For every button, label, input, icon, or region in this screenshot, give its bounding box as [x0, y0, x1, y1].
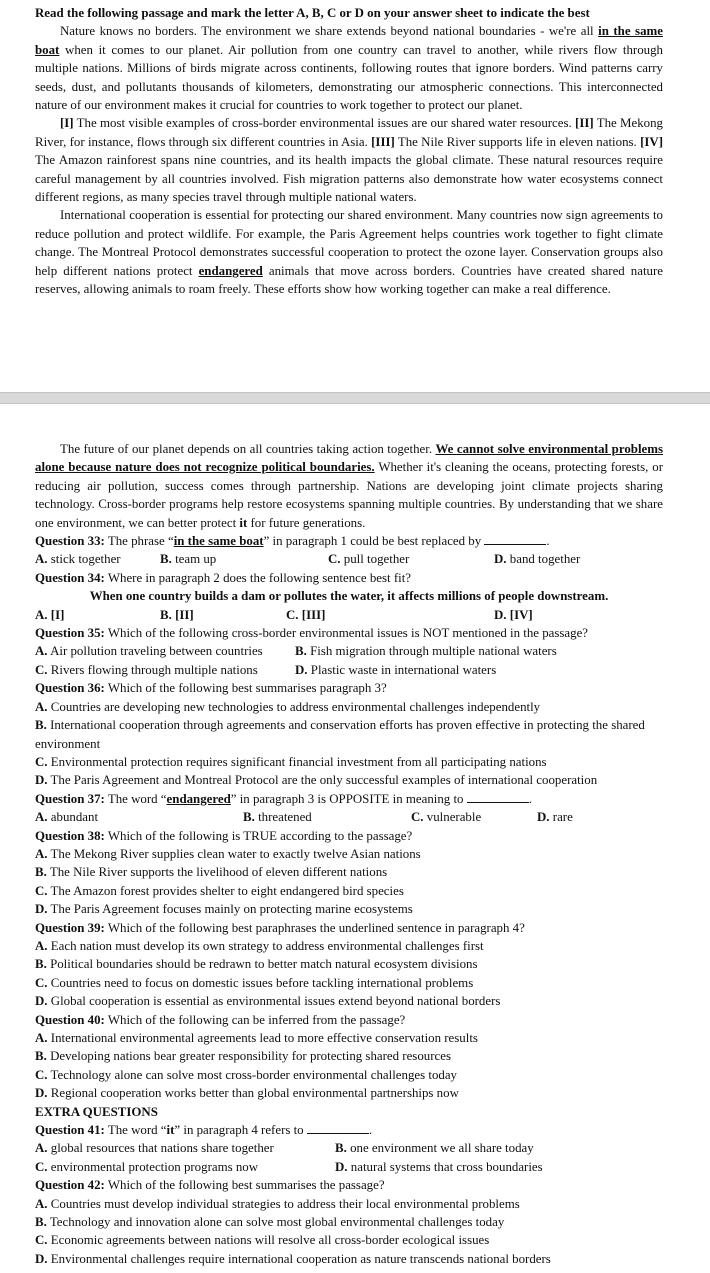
option[interactable]: D. band together — [494, 552, 581, 567]
answer-blank — [484, 533, 546, 545]
option[interactable]: D. rare — [537, 810, 573, 825]
option[interactable]: B. threatened — [243, 810, 312, 825]
options-41-ab — [35, 1139, 663, 1157]
answer-blank — [467, 791, 529, 803]
options-37 — [35, 808, 663, 826]
option[interactable]: C. environmental protection programs now — [35, 1159, 259, 1174]
passage-part-1 — [35, 4, 663, 299]
insert-sentence: When one country builds a dam or pollutes the water, it affects millions of people downstream. — [89, 589, 609, 604]
option[interactable]: D. Environmental challenges require international cooperation as nature transcends national borders — [35, 1251, 551, 1266]
option[interactable]: D. Global cooperation is essential as environmental issues extend beyond national borders — [35, 994, 501, 1009]
option[interactable]: B. Technology and innovation alone can solve most global environmental challenges today — [35, 1215, 505, 1230]
option[interactable]: A. Air pollution traveling between countries — [35, 644, 263, 659]
extra-heading: EXTRA QUESTIONS — [35, 1104, 158, 1119]
question-35: Question 35: Which of the following cross-border environmental issues is NOT mentioned in the passage? — [35, 626, 589, 641]
option[interactable]: B. [II] — [160, 607, 194, 622]
question-33: Question 33: The phrase “in the same boat” in paragraph 1 could be best replaced by . — [35, 534, 550, 549]
page-2 — [0, 404, 710, 1273]
option[interactable]: A. The Mekong River supplies clean water to exactly twelve Asian nations — [35, 846, 421, 861]
passage-part-2 — [35, 440, 663, 1268]
option[interactable]: C. Technology alone can solve most cross-border environmental challenges today — [35, 1067, 458, 1082]
options-34 — [35, 606, 663, 624]
option[interactable]: A. Countries must develop individual strategies to address their local environmental problems — [35, 1196, 520, 1211]
question-42: Question 42: Which of the following best summarises the passage? — [35, 1178, 385, 1193]
page-1 — [0, 0, 710, 392]
option[interactable]: B. International cooperation through agreements and conservation efforts has proven effective in protecting the shared environment — [35, 718, 645, 751]
paragraph-4: The future of our planet depends on all countries taking action together. We cannot solve environmental problems alone because nature does not recognize political boundaries. Whether it's cleaning the oceans, protecting forests, or reducing air pollution, success comes through partnership. Nations are developing joint climate projects sharing technology. Cross-border programs help restore ecosystems spanning multiple countries. By understanding that we share one environment, we can better protect it for future generations. — [35, 442, 663, 530]
option[interactable]: A. [I] — [35, 607, 65, 622]
question-37: Question 37: The word “endangered” in paragraph 3 is OPPOSITE in meaning to . — [35, 791, 532, 806]
underlined-phrase: in the same boat — [35, 24, 663, 57]
option[interactable]: C. Rivers flowing through multiple nations — [35, 662, 258, 677]
answer-blank — [307, 1122, 369, 1134]
option[interactable]: C. The Amazon forest provides shelter to eight endangered bird species — [35, 883, 404, 898]
option[interactable]: D. [IV] — [494, 607, 533, 622]
options-41-cd — [35, 1158, 663, 1176]
option[interactable]: B. Political boundaries should be redrawn to better match natural ecosystem divisions — [35, 957, 478, 972]
option[interactable]: C. pull together — [328, 552, 410, 567]
question-41: Question 41: The word “it” in paragraph 4 refers to . — [35, 1123, 373, 1138]
option[interactable]: A. International environmental agreements lead to more effective conservation results — [35, 1031, 478, 1045]
option[interactable]: C. Economic agreements between nations will resolve all cross-border ecological issues — [35, 1233, 490, 1248]
paragraph-3: International cooperation is essential for protecting our shared environment. Many countries now sign agreements to reduce pollution and protect wildlife. For example, the Paris Agreement helps countries work together to fight climate change. The Montreal Protocol demonstrates successful cooperation to protect the ozone layer. Conservation groups also help different nations protect endangered animals that move across borders. Countries have created shared nature reserves, allowing animals to roam freely. These efforts show how working together can make a real difference. — [35, 208, 663, 297]
paragraph-1: Nature knows no borders. The environment we share extends beyond national boundaries - we're all in the same boat when it comes to our planet. Air pollution from one country can travel to another, while rivers flow through multiple nations. Millions of birds migrate across continents, following routes that ignore borders. Wind patterns carry seeds, dust, and pollutants thousands of kilometers, demonstrating our atmospheric connections. This interconnected nature of our environment makes it crucial for countries to work together to protect our planet. — [35, 24, 663, 113]
question-38: Question 38: Which of the following is TRUE according to the passage? — [35, 828, 413, 843]
option[interactable]: A. Each nation must develop its own strategy to address environmental challenges first — [35, 938, 484, 953]
option[interactable]: C. Countries need to focus on domestic issues before tackling international problems — [35, 975, 474, 990]
option[interactable]: A. global resources that nations share together — [35, 1141, 274, 1156]
instruction: Read the following passage and mark the letter A, B, C or D on your answer sheet to indicate the best — [35, 6, 590, 20]
option[interactable]: A. Countries are developing new technologies to address environmental challenges independently — [35, 699, 541, 714]
option[interactable]: C. [III] — [286, 607, 326, 622]
option[interactable]: D. natural systems that cross boundaries — [335, 1159, 543, 1174]
paragraph-2: [I] The most visible examples of cross-border environmental issues are our shared water resources. [II] The Mekong River, for instance, flows through six different countries in Asia. [III] The Nile River supports life in eleven nations. [IV] The Amazon rainforest spans nine countries, and its health impacts the global climate. These natural resources require careful management by all countries involved. Fish migration patterns also demonstrate how water ecosystems connect different regions, as many species travel through multiple national waters. — [35, 116, 663, 205]
option[interactable]: D. The Paris Agreement and Montreal Protocol are the only successful examples of international cooperation — [35, 773, 598, 788]
option[interactable]: B. The Nile River supports the livelihood of eleven different nations — [35, 865, 388, 880]
page-divider — [0, 392, 710, 404]
option[interactable]: A. stick together — [35, 552, 121, 567]
options-35-cd — [35, 661, 663, 679]
underlined-sentence: We cannot solve environmental problems alone because nature does not recognize political boundaries. — [35, 442, 663, 475]
question-40: Question 40: Which of the following can be inferred from the passage? — [35, 1012, 406, 1027]
question-34: Question 34: Where in paragraph 2 does the following sentence best fit? — [35, 570, 412, 585]
option[interactable]: D. Plastic waste in international waters — [295, 662, 497, 677]
options-35-ab — [35, 642, 663, 660]
options-33 — [35, 550, 663, 568]
question-36: Question 36: Which of the following best summarises paragraph 3? — [35, 681, 387, 696]
option[interactable]: D. The Paris Agreement focuses mainly on protecting marine ecosystems — [35, 902, 413, 917]
option[interactable]: C. Environmental protection requires significant financial investment from all participating nations — [35, 754, 547, 769]
option[interactable]: D. Regional cooperation works better than global environmental partnerships now — [35, 1086, 459, 1101]
underlined-word: endangered — [198, 263, 263, 278]
option[interactable]: B. Fish migration through multiple national waters — [295, 644, 557, 659]
option[interactable]: B. team up — [160, 552, 217, 567]
option[interactable]: A. abundant — [35, 810, 99, 825]
option[interactable]: C. vulnerable — [411, 810, 482, 825]
question-39: Question 39: Which of the following best paraphrases the underlined sentence in paragraph 4? — [35, 920, 525, 935]
option[interactable]: B. one environment we all share today — [335, 1141, 534, 1156]
option[interactable]: B. Developing nations bear greater responsibility for protecting shared resources — [35, 1049, 451, 1064]
